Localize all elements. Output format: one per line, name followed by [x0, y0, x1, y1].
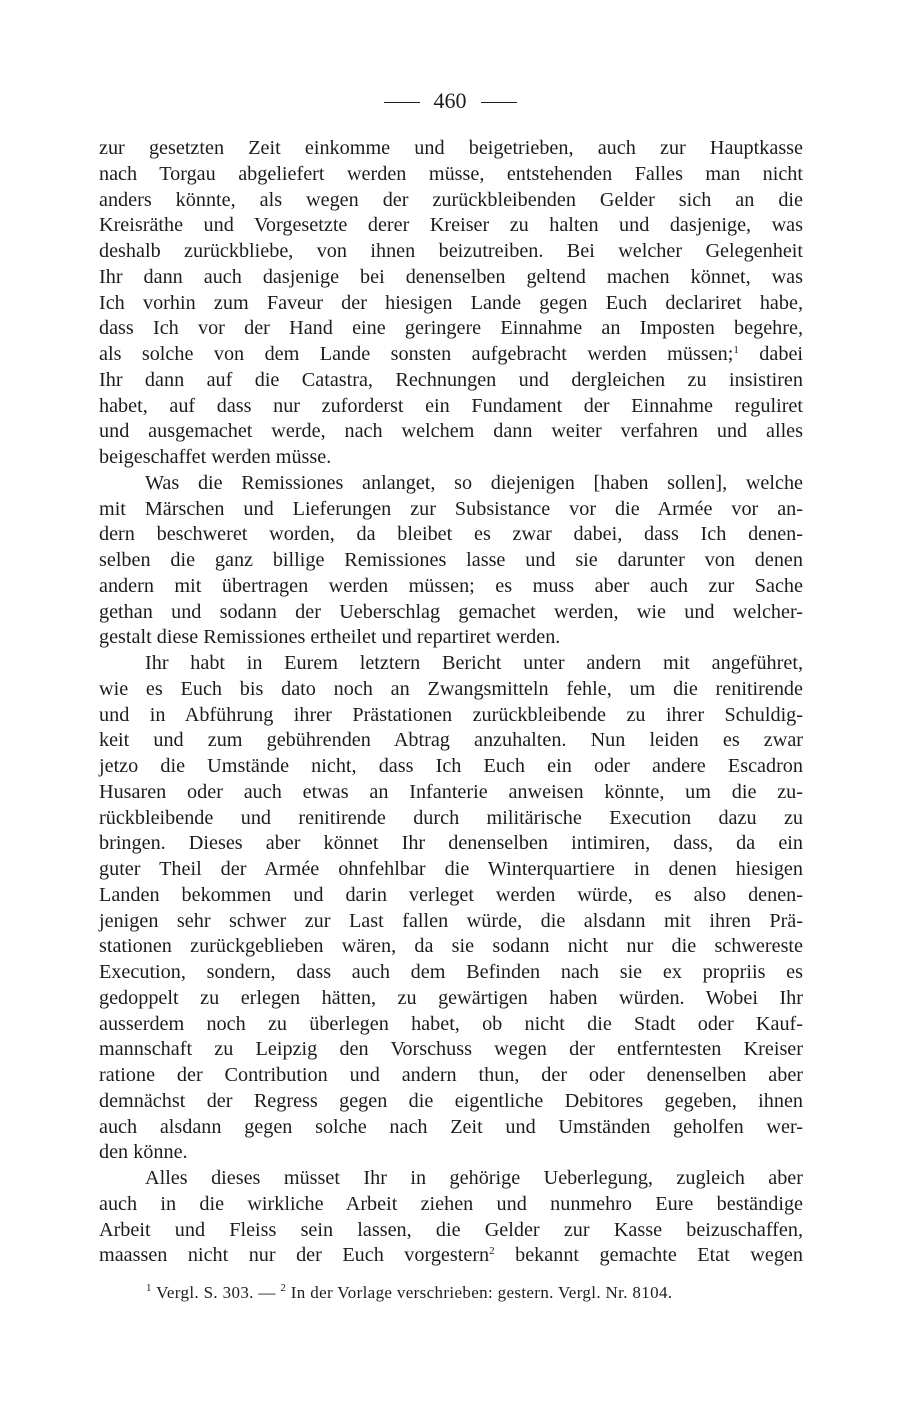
line-text: Kreisräthe und Vorgesetzte derer Kreiser zu halten und dasjenige, was: [99, 214, 803, 237]
text-line: [99, 1140, 803, 1166]
line-text: Ihr dann auch dasjenige bei denenselben geltend machen könnet, was: [99, 265, 803, 288]
line-text: bringen. Dieses aber könnet Ihr denenselben intimiren, dass, da ein: [99, 832, 803, 855]
text-line: [99, 265, 803, 291]
line-text: ausserdem noch zu überlegen habet, ob nicht die Stadt oder Kauf-: [99, 1012, 803, 1035]
line-text: gedoppelt zu erlegen hätten, zu gewärtigen haben würden. Wobei Ihr: [99, 986, 803, 1009]
line-text: nach Torgau abgeliefert werden müsse, entstehenden Falles man nicht: [99, 162, 803, 185]
line-text: und in Abführung ihrer Prästationen zurückbleibende zu ihrer Schuldig-: [99, 703, 803, 726]
line-text: jetzo die Umstände nicht, dass Ich Euch ein oder andere Escadron: [99, 755, 803, 777]
line-text: guter Theil der Armée ohnfehlbar die Winterquartiere in denen hiesigen: [99, 858, 803, 880]
text-line: [99, 574, 803, 600]
line-text: demnächst der Regress gegen die eigentliche Debitores gegeben, ihnen: [99, 1089, 803, 1112]
text-line: [99, 857, 803, 883]
line-text: auch in die wirkliche Arbeit ziehen und nunmehro Eure beständige: [99, 1192, 803, 1215]
line-text: dass Ich vor der Hand eine geringere Einnahme an Imposten begehre,: [99, 317, 803, 340]
line-text: rückbleibende und renitirende durch militärische Execution dazu zu: [99, 806, 803, 829]
line-text: ratione der Contribution und andern thun, der oder denenselben aber: [99, 1064, 803, 1086]
text-line: [99, 909, 803, 935]
text-line: [99, 986, 803, 1012]
header-dash-left: [384, 102, 420, 103]
line-text: Was die Remissiones anlanget, so diejenigen [haben sollen], welche: [145, 471, 803, 494]
text-line: [99, 394, 803, 420]
text-line: [99, 342, 803, 368]
line-text: selben die ganz billige Remissiones lasse und sie darunter von denen: [99, 549, 803, 571]
text-line: [99, 368, 803, 394]
line-text: beigeschaffet werden müsse.: [99, 446, 332, 468]
footnote-2-marker: 2: [280, 1282, 287, 1294]
line-text: mannschaft zu Leipzig den Vorschuss wegen der entferntesten Kreiser: [99, 1038, 803, 1061]
text-line: [99, 754, 803, 780]
line-text: Alles dieses müsset Ihr in gehörige Ueberlegung, zugleich aber: [145, 1167, 803, 1189]
text-line: [99, 677, 803, 703]
line-text: keit und zum gebührenden Abtrag anzuhalten. Nun leiden es zwar: [99, 729, 803, 752]
line-text: jenigen sehr schwer zur Last fallen würde, die alsdann mit ihren Prä-: [99, 909, 803, 932]
text-line: [99, 548, 803, 574]
text-line: [99, 1089, 803, 1115]
page-number: 460: [433, 88, 467, 113]
text-line: [99, 625, 803, 651]
text-line: [99, 162, 803, 188]
line-text: maassen nicht nur der Euch vorgestern: [99, 1244, 490, 1267]
text-line: [99, 883, 803, 909]
footnote-reference: 2: [489, 1245, 495, 1258]
text-line: [99, 1218, 803, 1244]
text-line: [99, 960, 803, 986]
text-line: [99, 471, 803, 497]
text-line: [99, 780, 803, 806]
line-text: deshalb zurückbliebe, von ihnen beizutreiben. Bei welcher Gelegenheit: [99, 240, 803, 262]
text-line: [99, 1115, 803, 1141]
text-line: [99, 445, 803, 471]
text-line: [99, 497, 803, 523]
text-line: [99, 1192, 803, 1218]
text-block: [99, 136, 803, 1269]
text-line: [99, 934, 803, 960]
footnote-1-marker: 1: [146, 1282, 152, 1294]
text-line: [99, 651, 803, 677]
text-line: [99, 136, 803, 162]
text-line: [99, 831, 803, 857]
text-line: [99, 316, 803, 342]
line-text: Execution, sondern, dass auch dem Befinden nach sie ex propriis es: [99, 961, 803, 983]
text-line: [99, 1037, 803, 1063]
text-line: [99, 239, 803, 265]
footnote-reference: 1: [733, 344, 739, 356]
line-text: zur gesetzten Zeit einkomme und beigetrieben, auch zur Hauptkasse: [99, 137, 803, 159]
line-text: Ich vorhin zum Faveur der hiesigen Lande gegen Euch declariret habe,: [99, 291, 803, 314]
line-text: wie es Euch bis dato noch an Zwangsmitteln fehle, um die renitirende: [99, 677, 803, 700]
text-line: [99, 291, 803, 317]
line-text: Husaren oder auch etwas an Infanterie anweisen könnte, um die zu-: [99, 780, 803, 803]
line-text: den könne.: [99, 1141, 188, 1164]
line-text: und ausgemachet werde, nach welchem dann weiter verfahren und alles: [99, 420, 803, 443]
footnote-1-text: Vergl. S. 303. —: [151, 1283, 281, 1302]
line-text: als solche von dem Lande sonsten aufgebracht werden müssen;: [99, 343, 734, 365]
text-line: [99, 600, 803, 626]
line-text-continued: bekannt gemachte Etat wegen: [494, 1244, 803, 1267]
text-line: [99, 419, 803, 445]
footnote-2-text: In der Vorlage verschrieben: gestern. Vergl. Nr. 8104.: [286, 1283, 673, 1302]
line-text: gethan und sodann der Ueberschlag gemachet werden, wie und welcher-: [99, 600, 803, 623]
text-line: [99, 1243, 803, 1269]
line-text: Landen bekommen und darin verleget werden würde, es also denen-: [99, 883, 803, 906]
line-text: gestalt diese Remissiones ertheilet und repartiret werden.: [99, 626, 561, 649]
text-line: [99, 703, 803, 729]
text-line: [99, 522, 803, 548]
line-text: Arbeit und Fleiss sein lassen, die Gelder zur Kasse beizuschaffen,: [99, 1218, 803, 1241]
page-header: [0, 86, 900, 116]
line-text-continued: dabei: [738, 343, 804, 365]
text-line: [99, 1012, 803, 1038]
text-line: [99, 806, 803, 832]
line-text: Ihr dann auf die Catastra, Rechnungen und dergleichen zu insistiren: [99, 368, 803, 391]
line-text: stationen zurückgeblieben wären, da sie sodann nicht nur die schwereste: [99, 935, 803, 958]
line-text: anders könnte, als wegen der zurückbleibenden Gelder sich an die: [99, 188, 803, 211]
line-text: habet, auf dass nur zuforderst ein Fundament der Einnahme reguliret: [99, 394, 803, 417]
text-line: [99, 1063, 803, 1089]
text-line: [99, 728, 803, 754]
line-text: mit Märschen und Lieferungen zur Subsistance vor die Armée vor an-: [99, 497, 803, 520]
text-line: [99, 188, 803, 214]
line-text: dern beschweret worden, da bleibet es zwar dabei, dass Ich denen-: [99, 523, 803, 546]
text-line: [99, 213, 803, 239]
text-line: [99, 1166, 803, 1192]
body-text: [99, 136, 803, 1269]
header-dash-right: [481, 102, 517, 103]
line-text: andern mit übertragen werden müssen; es muss aber auch zur Sache: [99, 574, 803, 597]
footnotes: [146, 1281, 806, 1305]
line-text: Ihr habt in Eurem letztern Bericht unter andern mit angeführet,: [145, 652, 803, 674]
line-text: auch alsdann gegen solche nach Zeit und Umständen geholfen wer-: [99, 1115, 803, 1138]
